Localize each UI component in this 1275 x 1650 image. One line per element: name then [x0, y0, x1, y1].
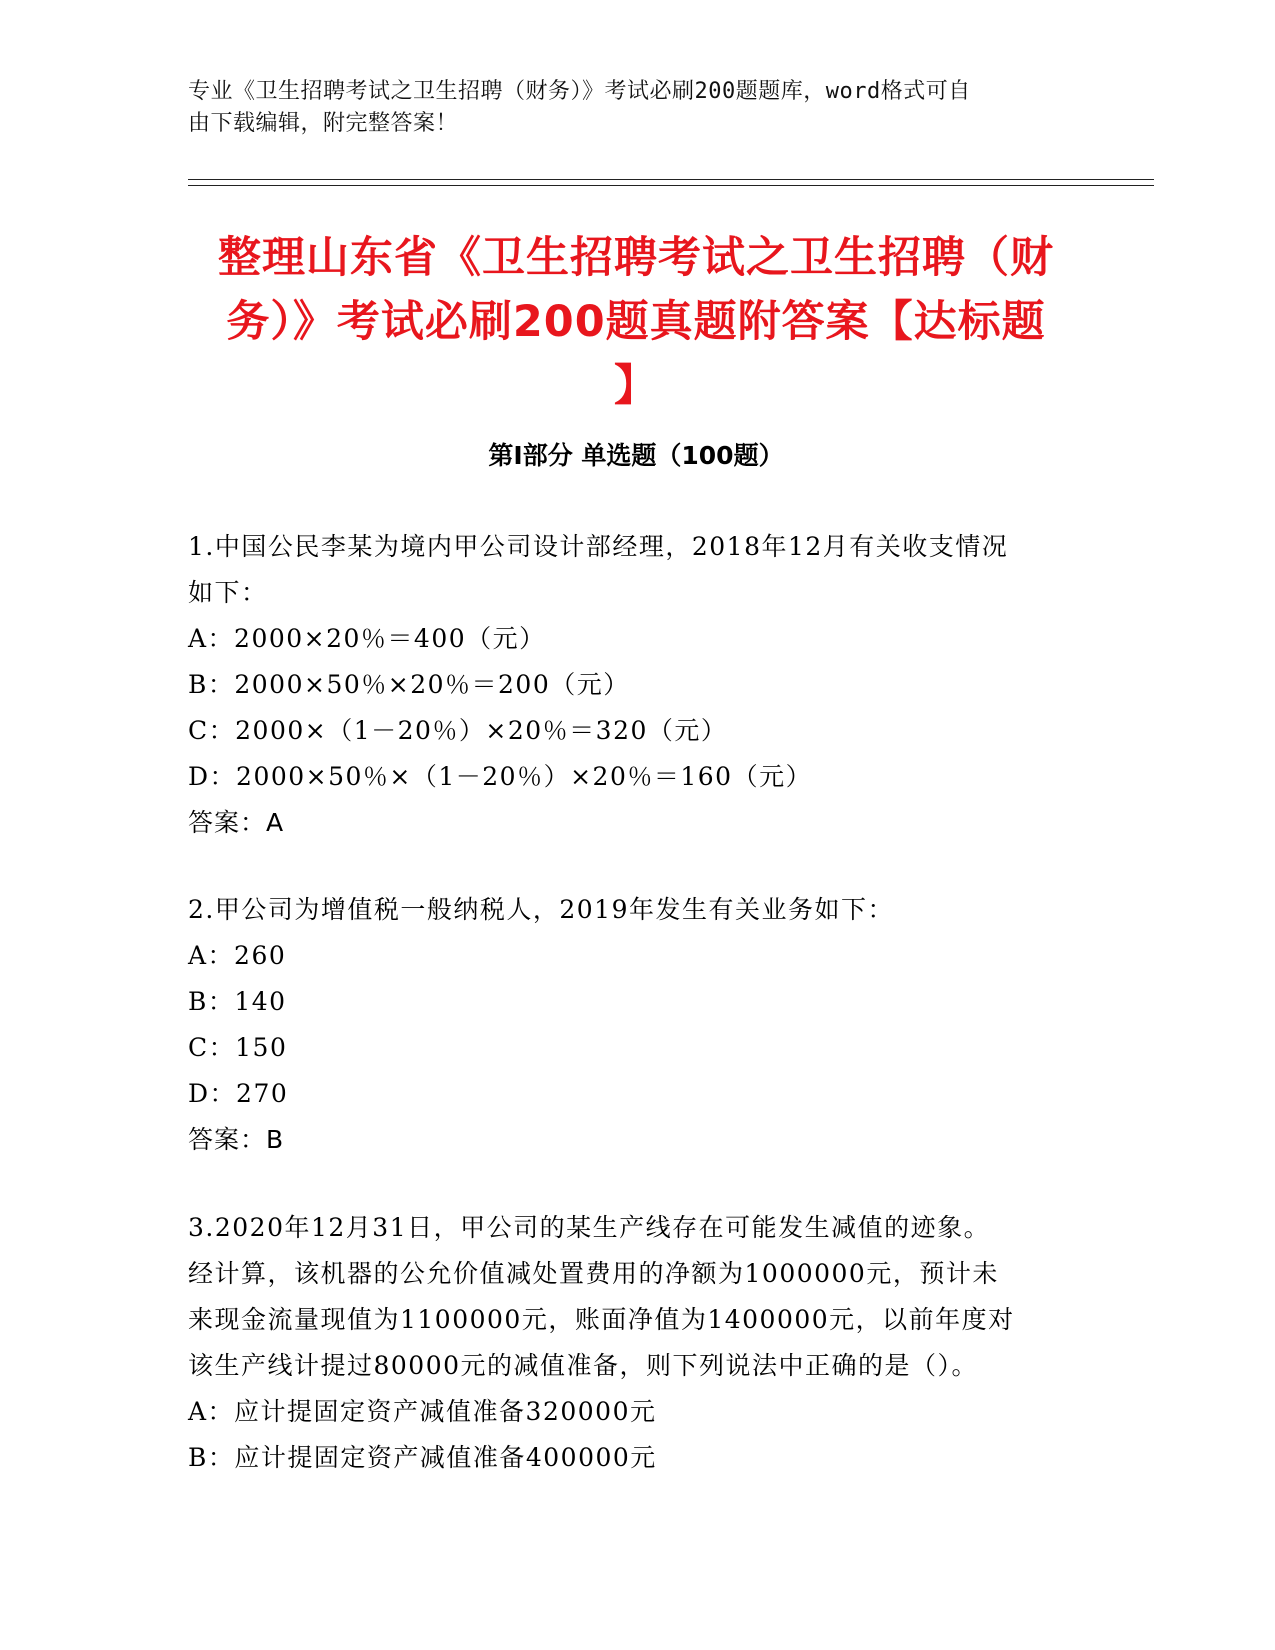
section-heading: 第I部分 单选题（100题）: [488, 441, 784, 470]
document-title-line: 】: [614, 361, 658, 411]
question-stem-line: 3.2020年12月31日，甲公司的某生产线存在可能发生减值的迹象。: [188, 1213, 991, 1242]
header-divider: [188, 179, 1154, 180]
answer-label: 答案：A: [188, 808, 285, 837]
option-b: B：2000×50％×20％＝200（元）: [188, 670, 630, 699]
option-c: C：150: [188, 1033, 288, 1062]
question-1: [188, 524, 1088, 846]
question-2: [188, 887, 1088, 1163]
document-title-line: 整理山东省《卫生招聘考试之卫生招聘（财: [218, 233, 1054, 283]
document-title-line: 务）》考试必刷200题真题附答案【达标题: [226, 297, 1046, 347]
option-a: A：260: [188, 941, 287, 970]
question-3: [188, 1205, 1088, 1481]
option-c: C：2000×（1－20％）×20％＝320（元）: [188, 716, 728, 745]
header-divider: [188, 185, 1154, 186]
header-note-line: 由下载编辑，附完整答案！: [188, 111, 459, 136]
header-note-line: 专业《卫生招聘考试之卫生招聘（财务）》考试必刷200题题库，word格式可自: [188, 79, 971, 104]
document-title: [188, 226, 1084, 418]
question-stem-line: 该生产线计提过80000元的减值准备，则下列说法中正确的是（）。: [188, 1351, 979, 1380]
answer-label: 答案：B: [188, 1125, 285, 1154]
option-b: B：应计提固定资产减值准备400000元: [188, 1443, 657, 1472]
question-stem-line: 如下：: [188, 578, 268, 607]
option-b: B：140: [188, 987, 287, 1016]
option-d: D：270: [188, 1079, 289, 1108]
question-stem-line: 来现金流量现值为1100000元，账面净值为1400000元，以前年度对: [188, 1305, 1015, 1334]
option-a: A：应计提固定资产减值准备320000元: [188, 1397, 657, 1426]
option-d: D：2000×50％×（1－20％）×20％＝160（元）: [188, 762, 813, 791]
question-stem-line: 经计算，该机器的公允价值减处置费用的净额为1000000元，预计未: [188, 1259, 999, 1288]
question-stem-line: 2.甲公司为增值税一般纳税人，2019年发生有关业务如下：: [188, 895, 894, 924]
option-a: A：2000×20％＝400（元）: [188, 624, 546, 653]
question-stem-line: 1.中国公民李某为境内甲公司设计部经理，2018年12月有关收支情况: [188, 532, 1009, 561]
header-note: [188, 76, 1068, 140]
